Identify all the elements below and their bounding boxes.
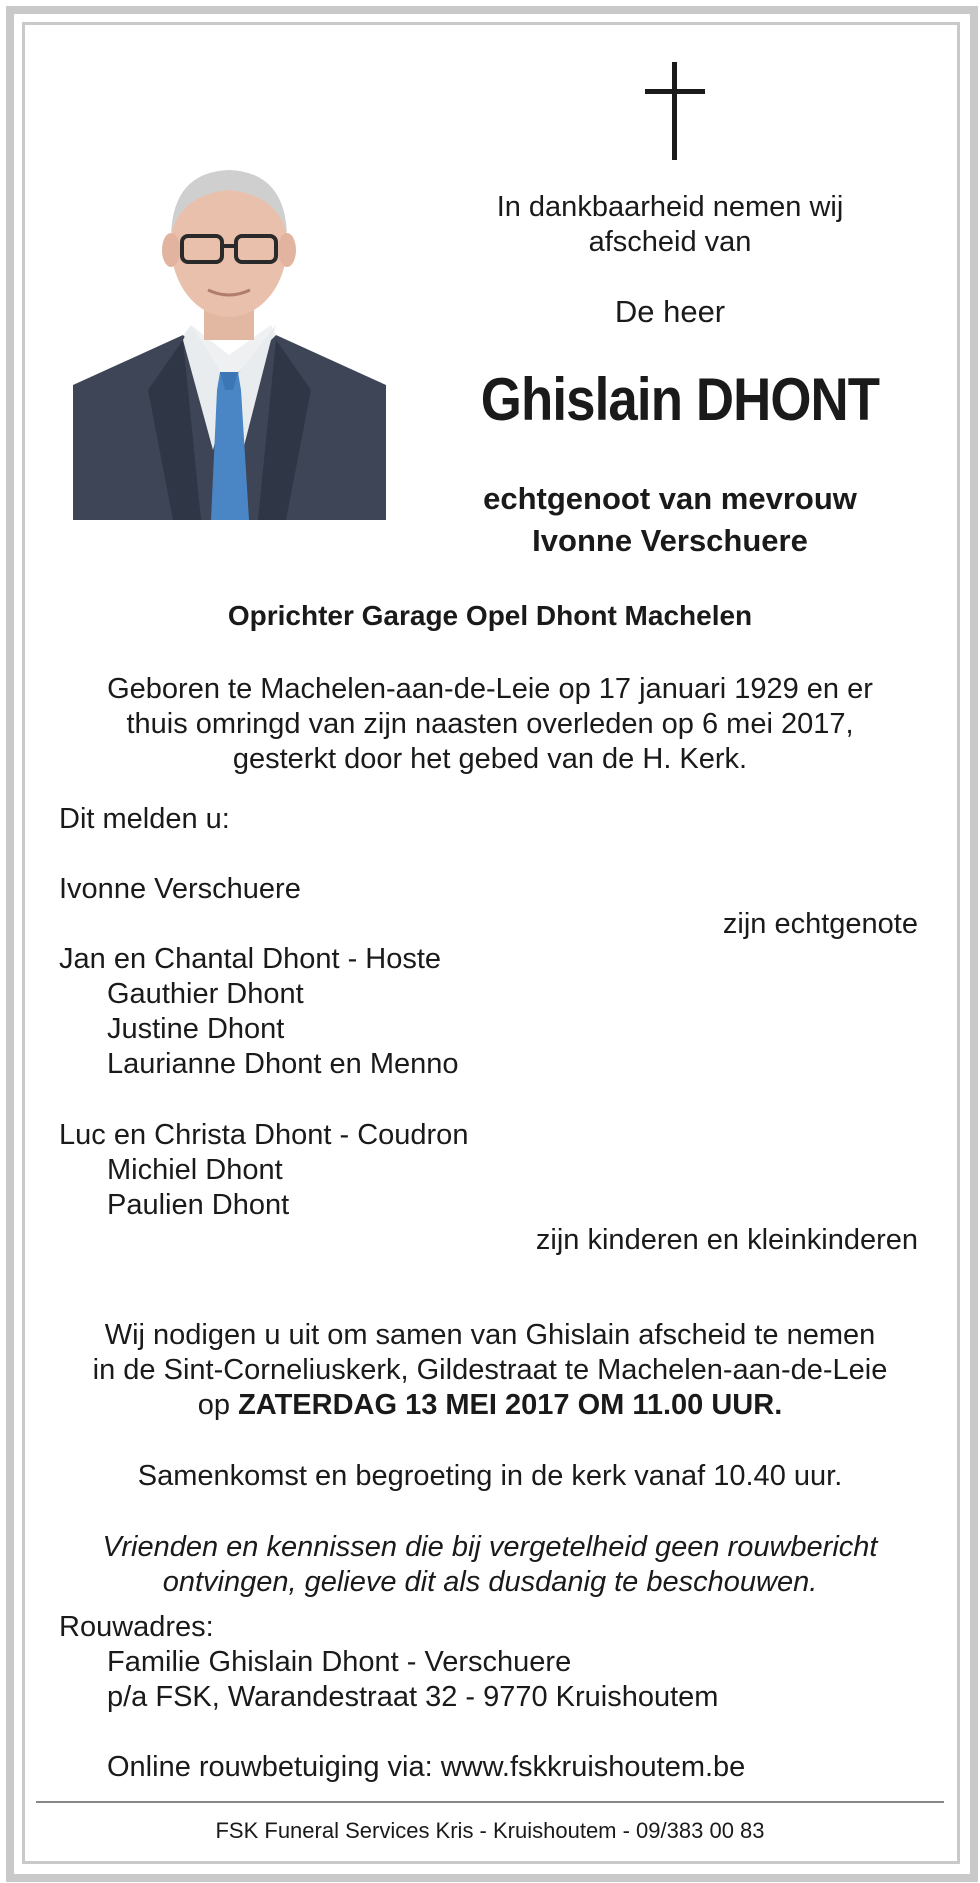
funeral-invitation [40, 1318, 940, 1423]
intro-line: In dankbaarheid nemen wij [496, 191, 844, 223]
invite-prefix: op [197, 1389, 230, 1421]
invite-line: in de Sint-Corneliuskerk, Gildestraat te Machelen-aan-de-Leie [92, 1354, 888, 1386]
deceased-name: Ghislain DHONT [480, 366, 880, 433]
footer-divider [36, 1801, 944, 1803]
portrait-photo [73, 150, 386, 520]
announce-line: Dit melden u: [59, 803, 230, 835]
friends-note [40, 1530, 940, 1600]
children-role: zijn kinderen en kleinkinderen [535, 1224, 918, 1256]
spouse-info [440, 478, 900, 562]
family-spouse: Ivonne Verschuere [59, 873, 301, 905]
family-member: Laurianne Dhont en Menno [107, 1048, 459, 1080]
family-member: Gauthier Dhont [107, 978, 304, 1010]
intro-line: afscheid van [588, 226, 752, 258]
spouse-line: echtgenoot van mevrouw [483, 481, 857, 516]
gathering-note: Samenkomst en begroeting in de kerk vanaf 10.40 uur. [137, 1460, 843, 1492]
friends-note-line: ontvingen, gelieve dit als dusdanig te beschouwen. [162, 1566, 818, 1598]
address-line: Familie Ghislain Dhont - Verschuere [107, 1646, 572, 1678]
birth-death-text [40, 672, 940, 777]
invite-line: Wij nodigen u uit om samen van Ghislain afscheid te nemen [104, 1319, 876, 1351]
spouse-line: Ivonne Verschuere [532, 523, 808, 558]
born-line: thuis omringd van zijn naasten overleden op 6 mei 2017, [126, 708, 854, 740]
family-member: Justine Dhont [107, 1013, 285, 1045]
family-member: Paulien Dhont [107, 1189, 290, 1221]
intro-text [470, 190, 870, 260]
friends-note-line: Vrienden en kennissen die bij vergetelheid geen rouwbericht [102, 1531, 878, 1563]
born-line: Geboren te Machelen-aan-de-Leie op 17 januari 1929 en er [107, 673, 873, 705]
title-prefix: De heer [614, 294, 726, 329]
spouse-role: zijn echtgenote [722, 908, 918, 940]
online-condolence-link[interactable]: Online rouwbetuiging via: www.fskkruishoutem.be [107, 1751, 746, 1783]
address-label: Rouwadres: [59, 1611, 214, 1643]
family-group2-head: Luc en Christa Dhont - Coudron [59, 1119, 469, 1151]
born-line: gesterkt door het gebed van de H. Kerk. [232, 743, 748, 775]
founder-line: Oprichter Garage Opel Dhont Machelen [227, 600, 753, 631]
address-line: p/a FSK, Warandestraat 32 - 9770 Kruishoutem [107, 1681, 719, 1713]
invite-line [40, 1388, 940, 1423]
service-datetime: ZATERDAG 13 MEI 2017 OM 11.00 UUR. [238, 1389, 783, 1421]
family-group1-head: Jan en Chantal Dhont - Hoste [59, 943, 442, 975]
cross-icon [645, 62, 705, 160]
footer-text: FSK Funeral Services Kris - Kruishoutem - 09/383 00 83 [215, 1818, 765, 1843]
family-member: Michiel Dhont [107, 1154, 283, 1186]
